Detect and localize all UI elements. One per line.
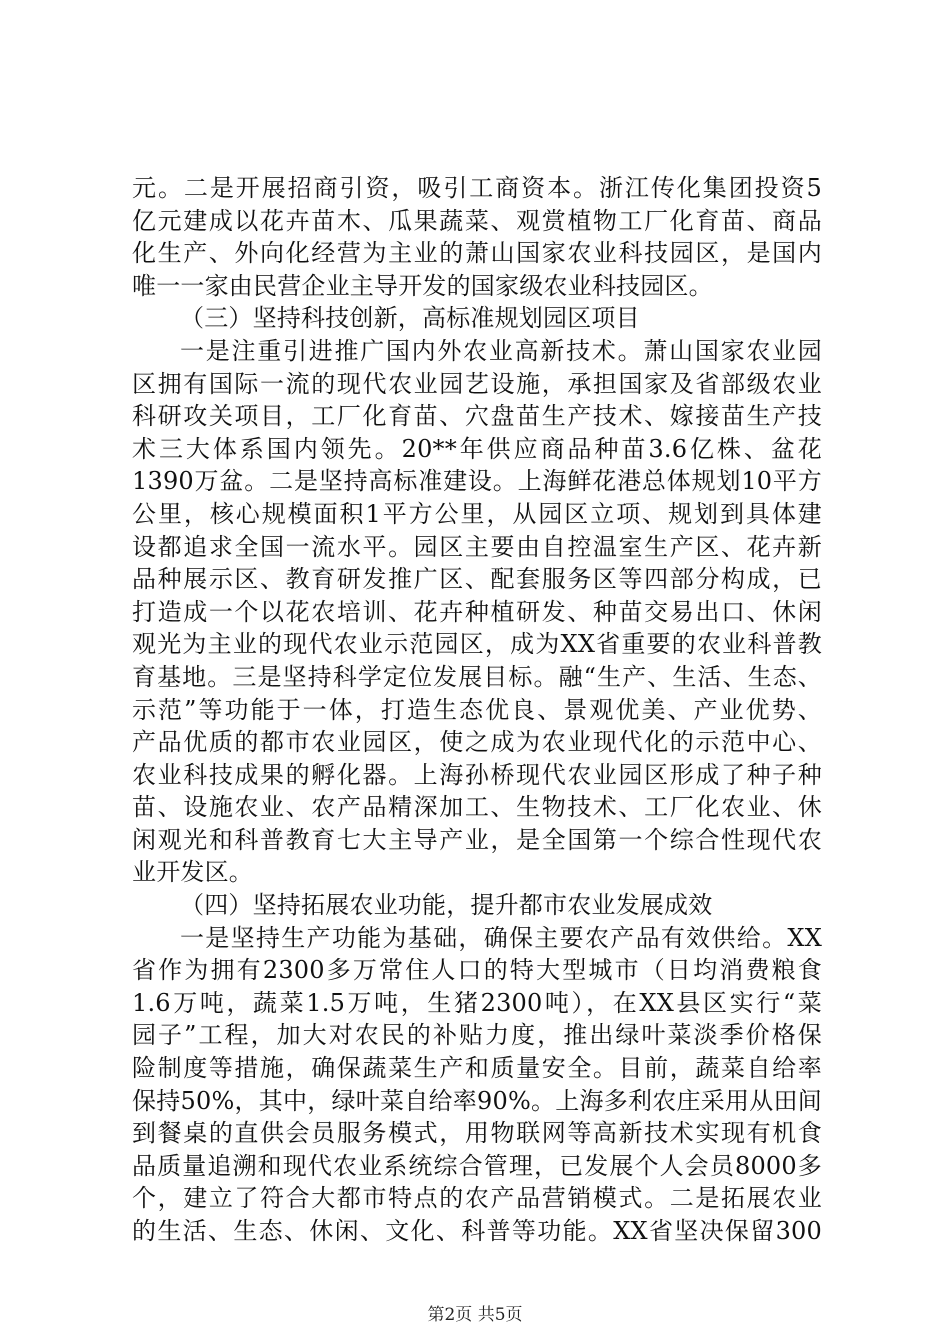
text-line: 的生活、生态、休闲、文化、科普等功能。XX省坚决保留300: [132, 1217, 822, 1245]
text-line: 设都追求全国一流水平。园区主要由自控温室生产区、花卉新: [132, 532, 822, 561]
text-line: 个，建立了符合大都市特点的农产品营销模式。二是拓展农业: [132, 1184, 822, 1213]
page-footer: 第2页 共5页: [427, 1305, 523, 1325]
text-line: 省作为拥有2300多万常住人口的特大型城市（日均消费粮食: [132, 956, 822, 985]
text-line: 苗、设施农业、农产品精深加工、生物技术、工厂化农业、休: [132, 793, 822, 822]
text-line: 保持50%，其中，绿叶菜自给率90%。上海多利农庄采用从田间: [132, 1086, 822, 1115]
text-line: （四）坚持拓展农业功能，提升都市农业发展成效: [180, 891, 713, 920]
text-line: 唯一一家由民营企业主导开发的国家级农业科技园区。: [132, 271, 713, 300]
text-line: 品质量追溯和现代农业系统综合管理，已发展个人会员8000多: [132, 1151, 822, 1180]
text-line: （三）坚持科技创新，高标准规划园区项目: [180, 304, 640, 333]
text-line: 示范”等功能于一体，打造生态优良、景观优美、产业优势、: [132, 695, 822, 724]
text-line: 公里，核心规模面积1平方公里，从园区立项、规划到具体建: [132, 499, 822, 528]
text-line: 到餐桌的直供会员服务模式，用物联网等高新技术实现有机食: [132, 1119, 822, 1148]
text-line: 一是坚持生产功能为基础，确保主要农产品有效供给。XX: [180, 923, 822, 952]
text-line: 1.6万吨，蔬菜1.5万吨，生猪2300吨），在XX县区实行“菜: [132, 988, 822, 1017]
text-line: 术三大体系国内领先。20**年供应商品种苗3.6亿株、盆花: [132, 434, 822, 463]
text-line: 业开发区。: [132, 858, 253, 887]
text-line: 闲观光和科普教育七大主导产业，是全国第一个综合性现代农: [132, 825, 822, 854]
text-line: 险制度等措施，确保蔬菜生产和质量安全。目前，蔬菜自给率: [132, 1054, 822, 1083]
text-line: 农业科技成果的孵化器。上海孙桥现代农业园区形成了种子种: [132, 760, 822, 789]
text-line: 1390万盆。二是坚持高标准建设。上海鲜花港总体规划10平方: [132, 467, 822, 496]
text-line: 打造成一个以花农培训、花卉种植研发、种苗交易出口、休闲: [132, 597, 822, 626]
text-line: 品种展示区、教育研发推广区、配套服务区等四部分构成，已: [132, 565, 822, 594]
text-line: 亿元建成以花卉苗木、瓜果蔬菜、观赏植物工厂化育苗、商品: [132, 206, 822, 235]
text-line: 观光为主业的现代农业示范园区，成为XX省重要的农业科普教: [132, 630, 822, 659]
text-line: 元。二是开展招商引资，吸引工商资本。浙江传化集团投资5: [132, 174, 822, 202]
text-line: 化生产、外向化经营为主业的萧山国家农业科技园区，是国内: [132, 239, 822, 268]
document-body: [132, 172, 822, 1248]
text-line: 产品优质的都市农业园区，使之成为农业现代化的示范中心、: [132, 728, 822, 757]
text-line: 区拥有国际一流的现代农业园艺设施，承担国家及省部级农业: [132, 369, 822, 398]
text-line: 育基地。三是坚持科学定位发展目标。融“生产、生活、生态、: [132, 662, 822, 691]
text-line: 一是注重引进推广国内外农业高新技术。萧山国家农业园: [180, 336, 822, 365]
text-line: 科研攻关项目，工厂化育苗、穴盘苗生产技术、嫁接苗生产技: [132, 402, 822, 431]
text-line: 园子”工程，加大对农民的补贴力度，推出绿叶菜淡季价格保: [132, 1021, 822, 1050]
